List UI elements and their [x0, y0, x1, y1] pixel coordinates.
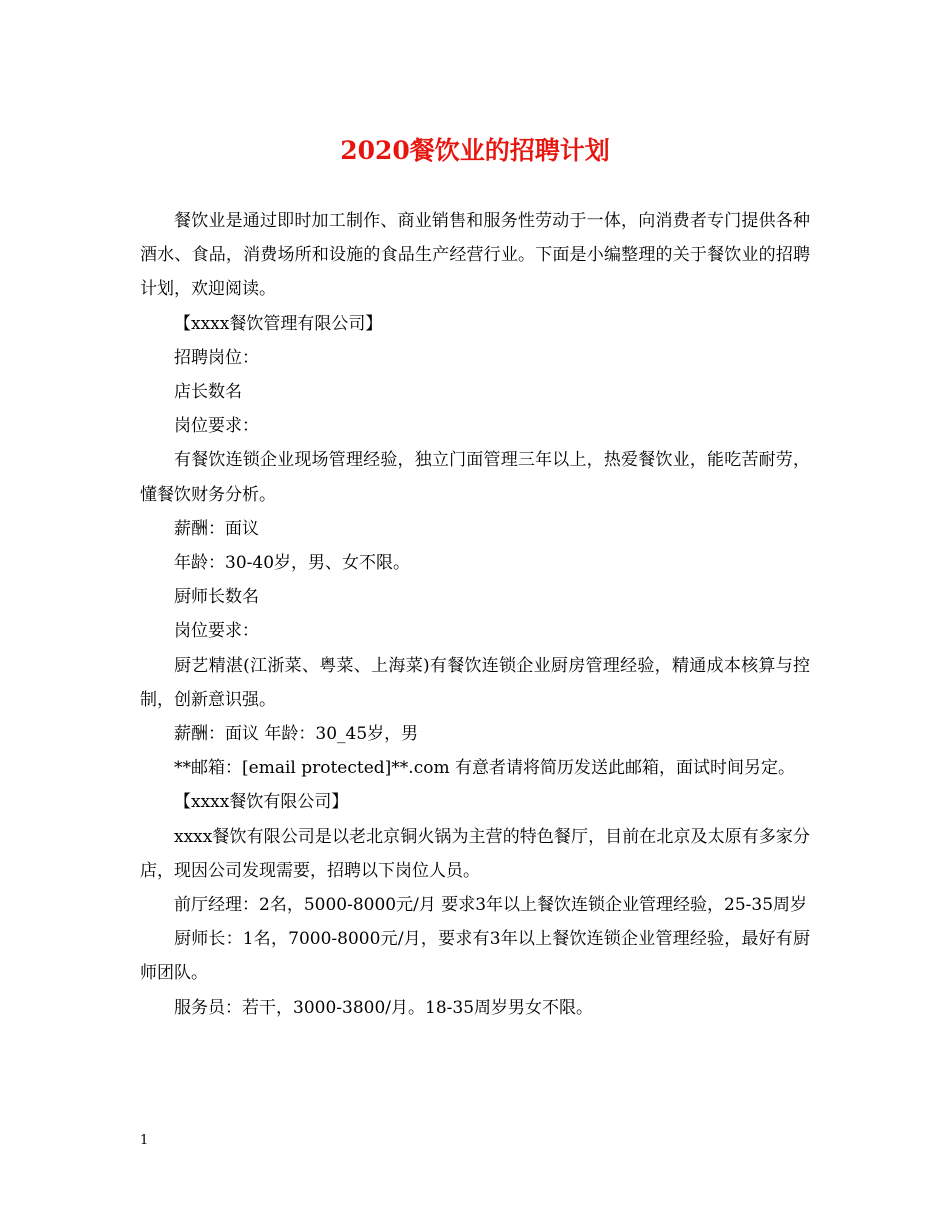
paragraph: 有餐饮连锁企业现场管理经验，独立门面管理三年以上，热爱餐饮业，能吃苦耐劳，懂餐饮财务分析。 [140, 450, 810, 505]
paragraph: 服务员：若干，3000-3800/月。18-35周岁男女不限。 [174, 997, 594, 1018]
company-heading-2: 【xxxx餐饮有限公司】 [174, 792, 349, 813]
paragraph: 店长数名 [174, 382, 242, 403]
document-body [140, 204, 810, 1025]
paragraph: 岗位要求： [174, 416, 259, 437]
page-number: 1 [140, 1133, 149, 1148]
paragraph: 年龄：30-40岁，男、女不限。 [174, 553, 411, 574]
email-paragraph: **邮箱：[email protected]**.com 有意者请将简历发送此邮箱，面试时间另定。 [174, 758, 795, 779]
paragraph: 薪酬：面议 [174, 518, 259, 539]
paragraph: 岗位要求： [174, 621, 259, 642]
paragraph: 薪酬：面议 年龄：30_45岁，男 [174, 724, 419, 745]
paragraph: xxxx餐饮有限公司是以老北京铜火锅为主营的特色餐厅，目前在北京及太原有多家分店，现因公司发现需要，招聘以下岗位人员。 [140, 826, 810, 881]
paragraph: 招聘岗位： [174, 347, 259, 368]
paragraph: 前厅经理：2名，5000-8000元/月 要求3年以上餐饮连锁企业管理经验，25-35周岁 [174, 895, 808, 916]
intro-paragraph: 餐饮业是通过即时加工制作、商业销售和服务性劳动于一体，向消费者专门提供各种酒水、食品，消费场所和设施的食品生产经营行业。下面是小编整理的关于餐饮业的招聘计划，欢迎阅读。 [140, 211, 810, 300]
paragraph: 厨师长：1名，7000-8000元/月，要求有3年以上餐饮连锁企业管理经验，最好有厨师团队。 [140, 929, 810, 984]
document-title: 2020餐饮业的招聘计划 [340, 136, 610, 165]
company-heading-1: 【xxxx餐饮管理有限公司】 [174, 313, 383, 334]
paragraph: 厨艺精湛(江浙菜、粤菜、上海菜)有餐饮连锁企业厨房管理经验，精通成本核算与控制，创新意识强。 [140, 655, 810, 710]
paragraph: 厨师长数名 [174, 587, 259, 608]
